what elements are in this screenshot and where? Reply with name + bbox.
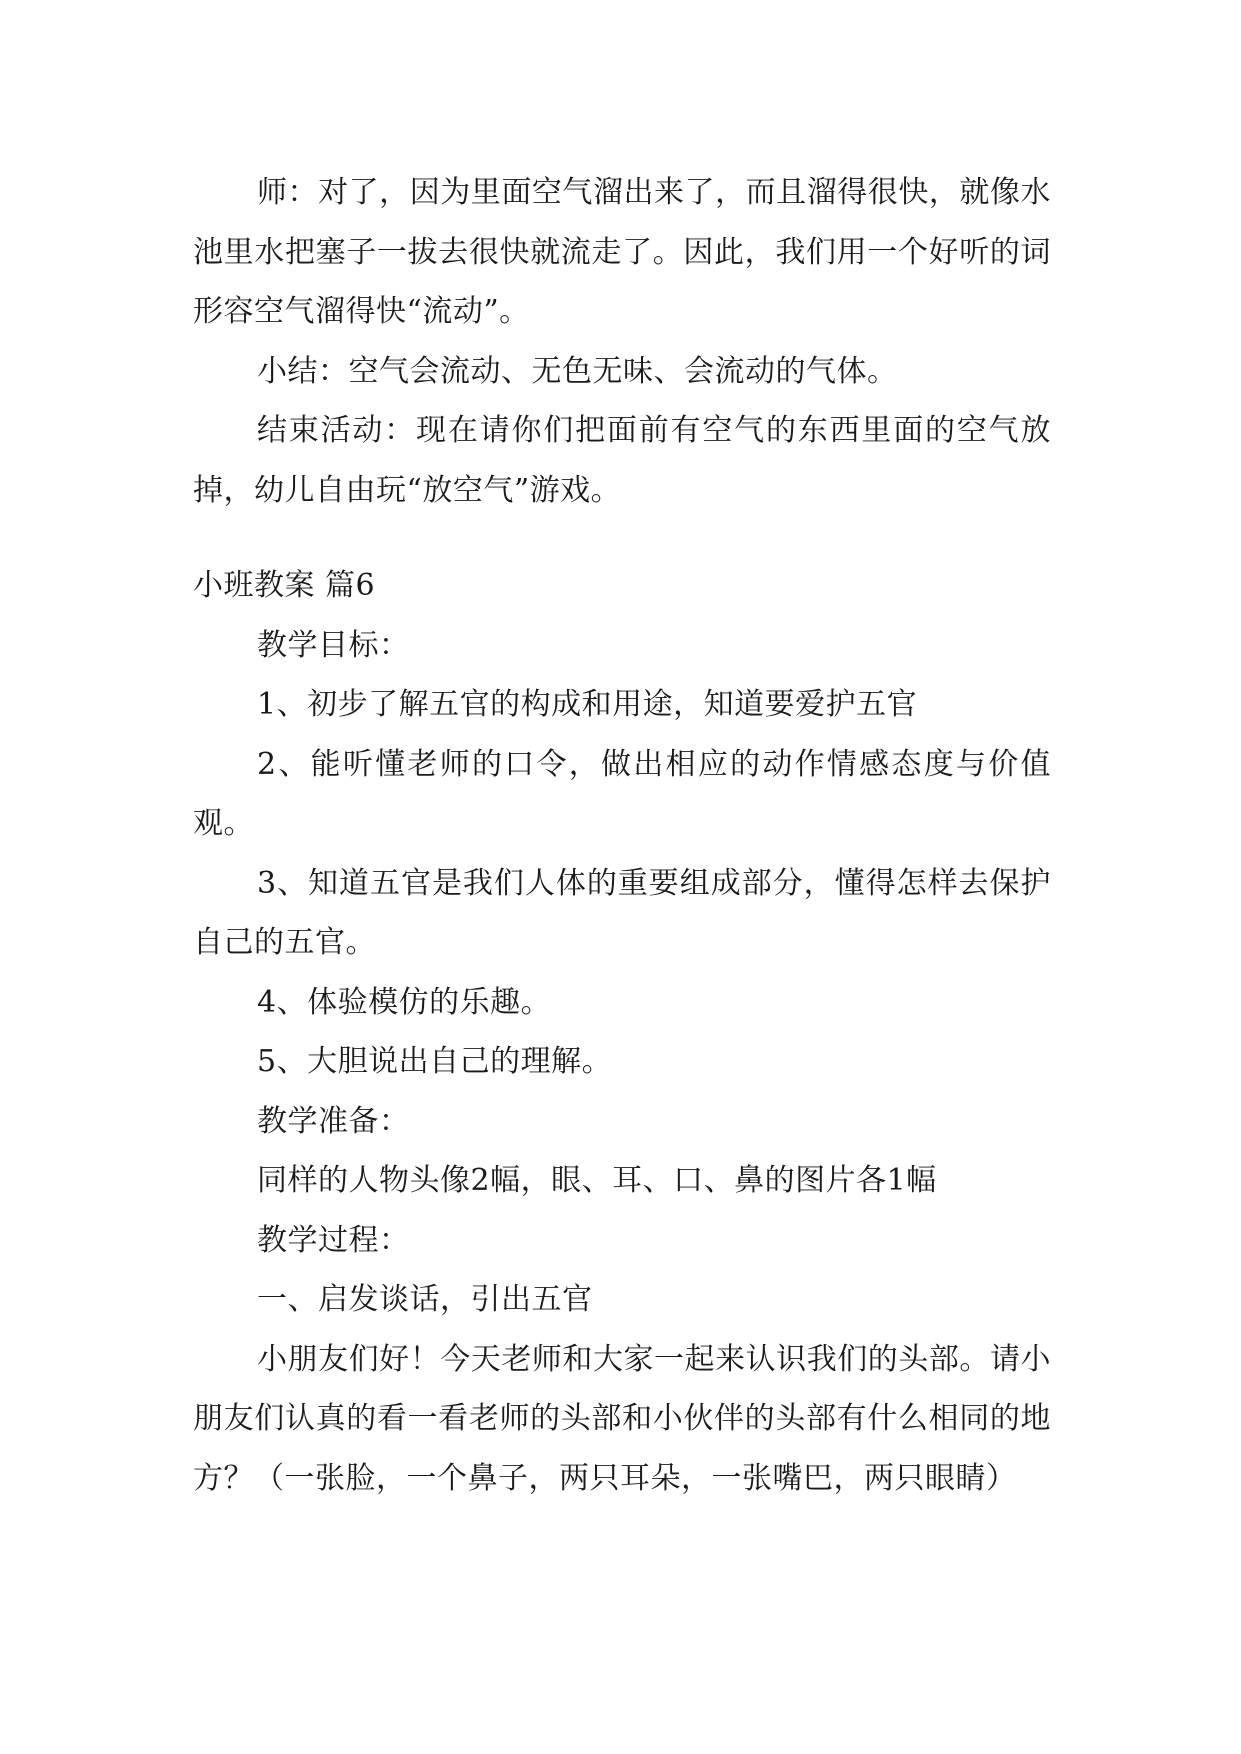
paragraph: 2、能听懂老师的口令，做出相应的动作情感态度与价值观。 (193, 746, 1051, 841)
paragraph: 3、知道五官是我们人体的重要组成部分，懂得怎样去保护自己的五官。 (193, 865, 1051, 960)
paragraph: 教学准备： (257, 1103, 410, 1139)
section-heading: 小班教案 篇6 (193, 568, 376, 603)
paragraph: 一、启发谈话，引出五官 (257, 1282, 593, 1317)
paragraph: 结束活动：现在请你们把面前有空气的东西里面的空气放掉，幼儿自由玩“放空气”游戏。 (193, 413, 1051, 508)
paragraph: 4、体验模仿的乐趣。 (257, 984, 552, 1020)
paragraph: 教学过程： (257, 1222, 410, 1258)
paragraph: 师：对了，因为里面空气溜出来了，而且溜得很快，就像水池里水把塞子一拔去很快就流走了。因此，我们用一个好听的词形容空气溜得快“流动”。 (193, 175, 1051, 329)
document-body (193, 163, 1051, 1508)
paragraph: 同样的人物头像2幅，眼、耳、口、鼻的图片各1幅 (257, 1163, 937, 1198)
paragraph: 5、大胆说出自己的理解。 (257, 1044, 613, 1079)
paragraph: 小结：空气会流动、无色无味、会流动的气体。 (257, 353, 898, 389)
paragraph: 教学目标： (257, 627, 410, 663)
paragraph: 1、初步了解五官的构成和用途，知道要爱护五官 (257, 687, 918, 722)
paragraph: 小朋友们好！今天老师和大家一起来认识我们的头部。请小朋友们认真的看一看老师的头部和小伙伴的头部有什么相同的地方？（一张脸，一个鼻子，两只耳朵，一张嘴巴，两只眼睛） (193, 1341, 1051, 1496)
